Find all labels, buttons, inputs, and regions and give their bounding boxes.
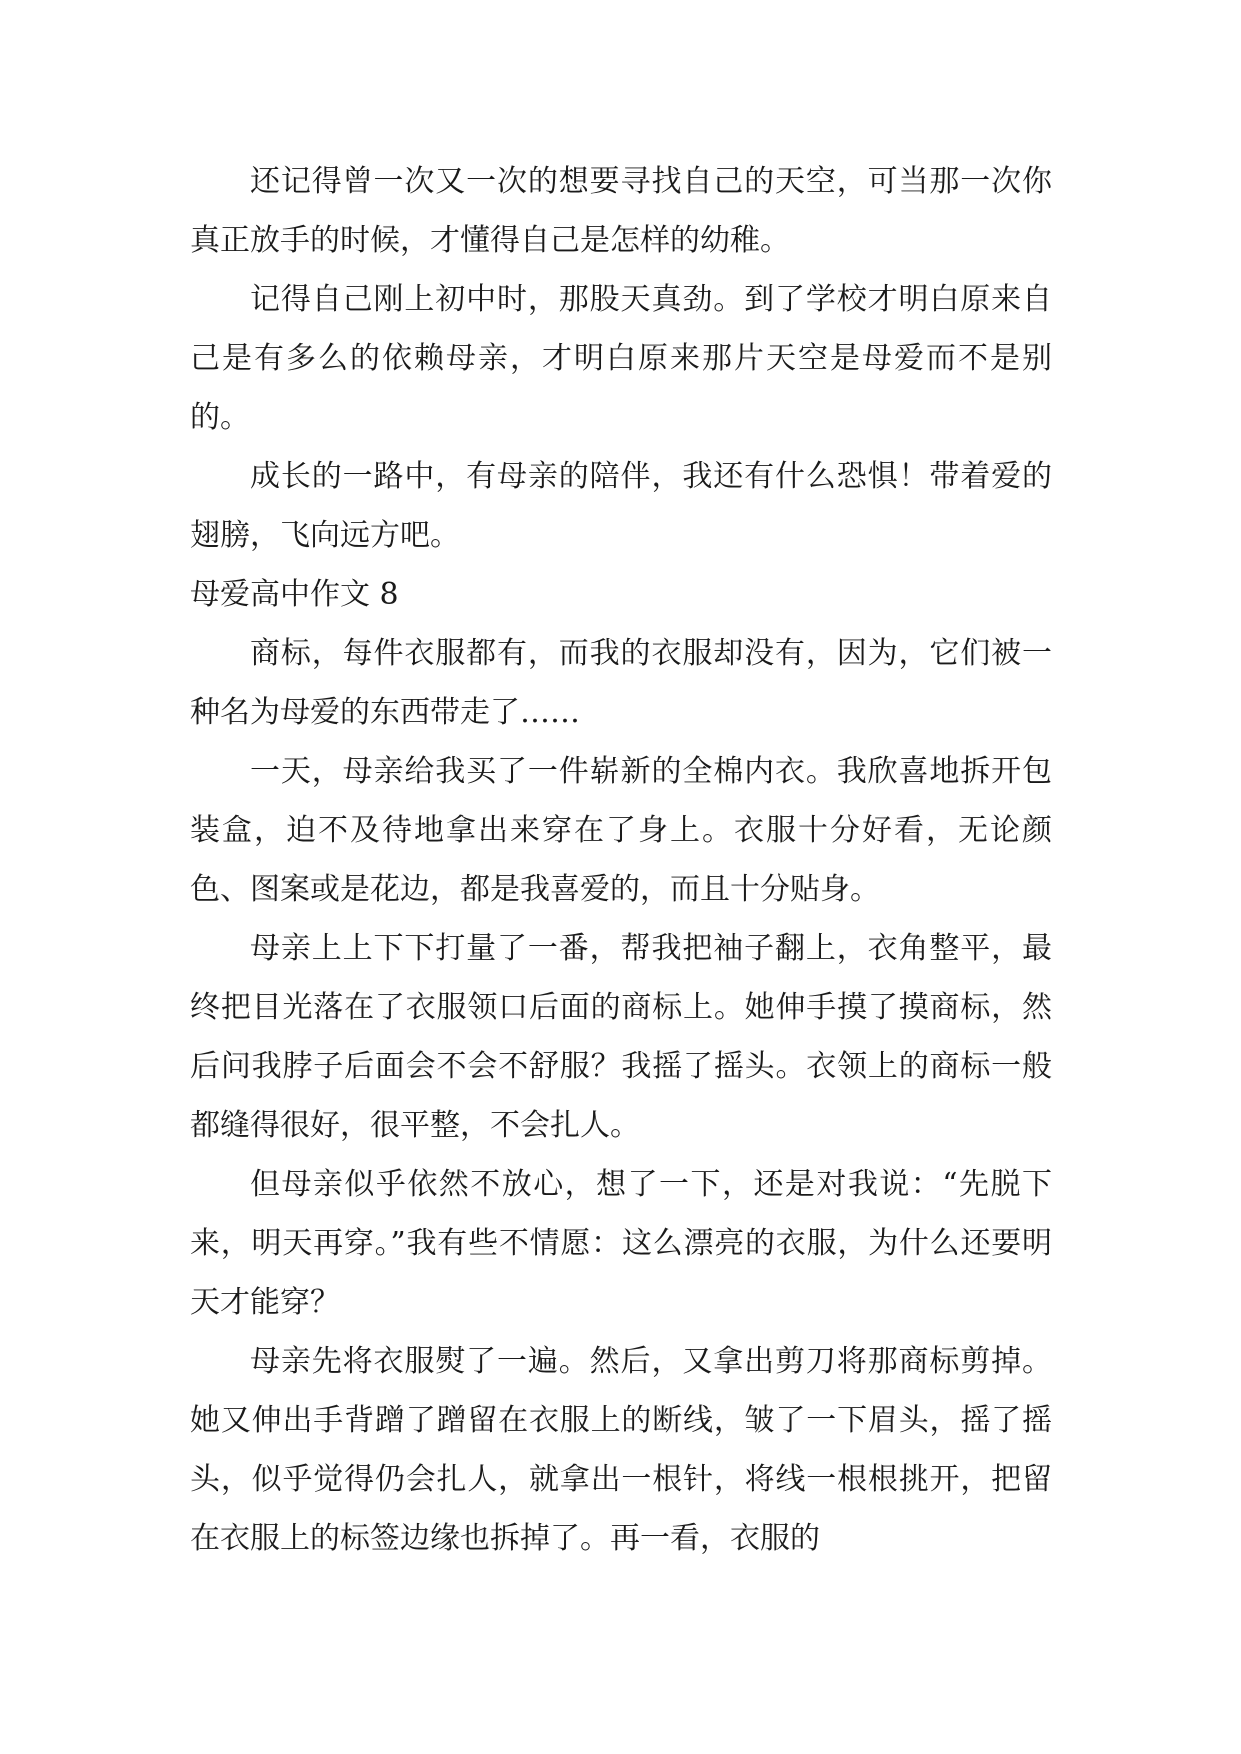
paragraph: 商标，每件衣服都有，而我的衣服却没有，因为，它们被一种名为母爱的东西带走了…… (190, 636, 1052, 730)
document-body (190, 152, 1052, 1568)
paragraph: 但母亲似乎依然不放心，想了一下，还是对我说：“先脱下来，明天再穿。”我有些不情愿：这么漂亮的衣服，为什么还要明天才能穿？ (190, 1167, 1052, 1320)
section-heading: 母爱高中作文 8 (190, 577, 399, 612)
paragraph: 一天，母亲给我买了一件崭新的全棉内衣。我欣喜地拆开包装盒，迫不及待地拿出来穿在了身上。衣服十分好看，无论颜色、图案或是花边，都是我喜爱的，而且十分贴身。 (190, 754, 1052, 907)
paragraph: 还记得曾一次又一次的想要寻找自己的天空，可当那一次你真正放手的时候，才懂得自己是怎样的幼稚。 (190, 164, 1052, 258)
paragraph: 成长的一路中，有母亲的陪伴，我还有什么恐惧！带着爱的翅膀，飞向远方吧。 (190, 459, 1052, 553)
paragraph: 母亲上上下下打量了一番，帮我把袖子翻上，衣角整平，最终把目光落在了衣服领口后面的商标上。她伸手摸了摸商标，然后问我脖子后面会不会不舒服？我摇了摇头。衣领上的商标一般都缝得很好，很平整，不会扎人。 (190, 931, 1052, 1143)
paragraph: 记得自己刚上初中时，那股天真劲。到了学校才明白原来自己是有多么的依赖母亲，才明白原来那片天空是母爱而不是别的。 (190, 282, 1052, 435)
paragraph: 母亲先将衣服熨了一遍。然后，又拿出剪刀将那商标剪掉。她又伸出手背蹭了蹭留在衣服上的断线，皱了一下眉头，摇了摇头，似乎觉得仍会扎人，就拿出一根针，将线一根根挑开，把留在衣服上的标签边缘也拆掉了。再一看，衣服的 (190, 1344, 1052, 1556)
